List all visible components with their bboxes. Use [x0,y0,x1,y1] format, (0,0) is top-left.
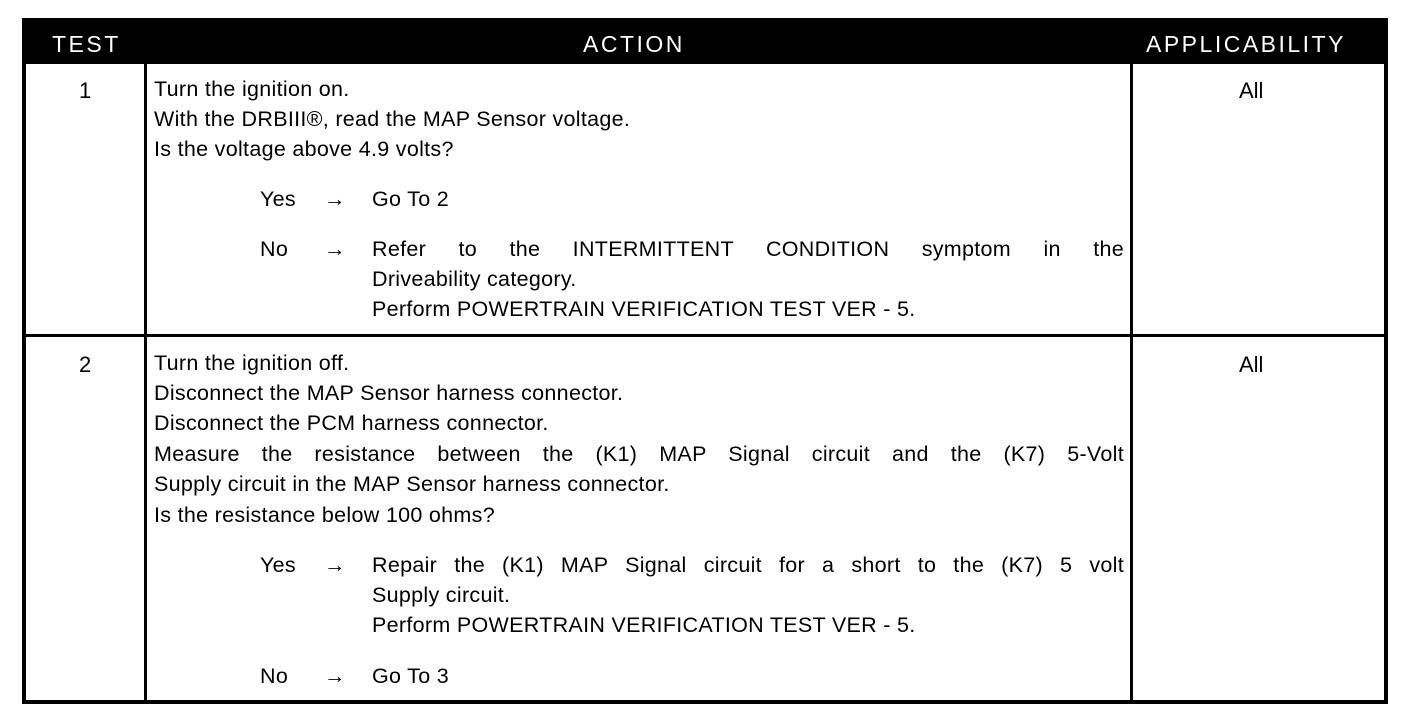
arrow-icon: → [324,187,346,211]
step-text: Measure the resistance between the (K1) MAP Signal circuit and the (K7) 5-Volt [154,442,1124,466]
row-divider [26,334,1384,337]
no-action-text: Driveability category. [372,267,577,291]
step-text: Turn the ignition on. [154,77,350,101]
arrow-icon: → [324,553,346,577]
no-label: No [260,664,289,688]
test-number: 2 [79,352,92,377]
step-text: Supply circuit in the MAP Sensor harness connector. [154,472,670,496]
applicability-value: All [1239,352,1264,377]
arrow-icon: → [324,664,346,688]
step-text: With the DRBIII®, read the MAP Sensor voltage. [154,107,631,131]
no-label: No [260,237,289,261]
yes-label: Yes [260,553,296,577]
diagnostic-test-table [22,18,1388,704]
header-applicability: APPLICABILITY [1146,31,1346,57]
header-action: ACTION [583,31,685,57]
yes-action-text: Repair the (K1) MAP Signal circuit for a short to the (K7) 5 volt [372,553,1124,577]
step-text: Disconnect the PCM harness connector. [154,411,549,435]
no-action-text: Refer to the INTERMITTENT CONDITION symptom in the [372,237,1124,261]
no-action-text: Perform POWERTRAIN VERIFICATION TEST VER - 5. [372,297,916,321]
applicability-value: All [1239,78,1264,103]
step-text: Turn the ignition off. [154,351,350,375]
yes-label: Yes [260,187,296,211]
test-number: 1 [79,78,92,103]
column-divider-test [144,64,147,700]
yes-action-text: Perform POWERTRAIN VERIFICATION TEST VER - 5. [372,613,916,637]
header-test: TEST [52,31,121,57]
yes-action-text: Go To 2 [372,187,450,211]
yes-action-text: Supply circuit. [372,583,511,607]
step-text: Is the resistance below 100 ohms? [154,503,495,527]
step-text: Disconnect the MAP Sensor harness connector. [154,381,624,405]
table-header [26,22,1384,64]
arrow-icon: → [324,237,346,261]
column-divider-applicability [1130,64,1133,700]
no-action-text: Go To 3 [372,664,450,688]
step-text: Is the voltage above 4.9 volts? [154,137,454,161]
